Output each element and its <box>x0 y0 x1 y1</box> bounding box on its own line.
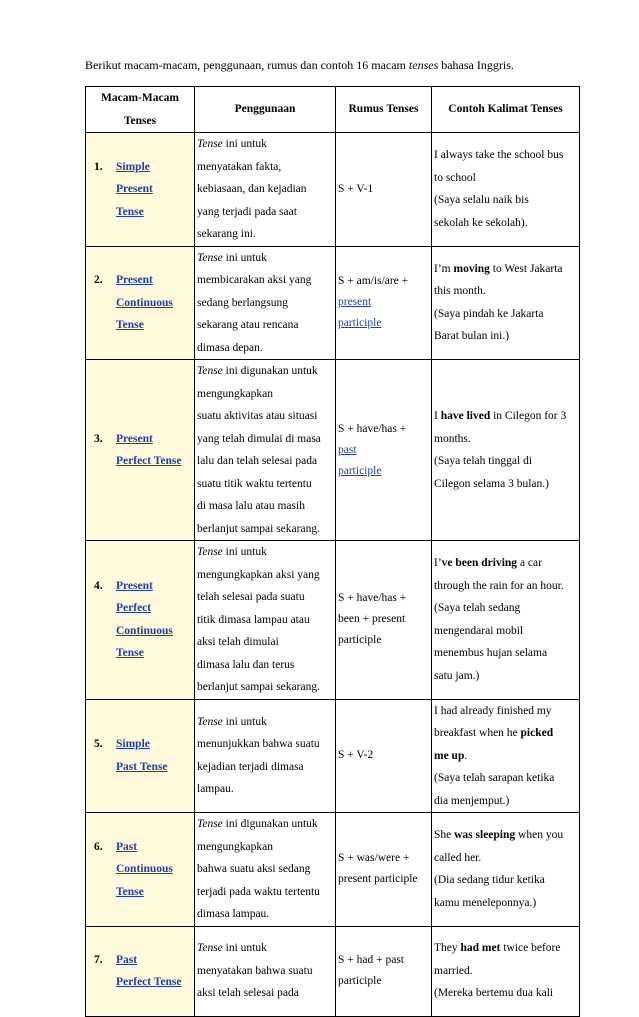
example-line: (Mereka bertemu dua kali <box>434 987 554 1000</box>
formula-cell <box>336 699 432 813</box>
formula-link[interactable]: present <box>338 296 372 309</box>
example-cell <box>432 360 580 541</box>
table-row <box>86 360 580 541</box>
example-line: (Dia sedang tidur ketika <box>434 874 545 887</box>
usage-line: lalu dan telah selesai pada <box>197 455 318 467</box>
example-cell <box>432 246 580 360</box>
usage-first: ini digunakan untuk <box>222 365 318 377</box>
usage-italic: Tense <box>197 251 223 264</box>
example-line: Barat bulan ini.) <box>434 330 510 343</box>
usage-line: bahwa suatu aksi sedang <box>197 863 311 875</box>
tenses-table <box>85 86 580 1017</box>
header-macam-line2: Tenses <box>123 114 157 127</box>
formula-link[interactable]: participle <box>338 464 382 477</box>
tense-link[interactable] <box>116 733 167 778</box>
tense-link-line: Present <box>116 183 153 195</box>
usage-line <box>197 247 333 270</box>
formula-link[interactable]: past <box>338 443 357 456</box>
example-text: to West Jakarta <box>489 262 563 275</box>
formula-line: S + V-2 <box>338 749 374 762</box>
usage-italic: Tense <box>197 715 223 728</box>
tense-link-line: Past Tense <box>116 760 168 773</box>
tense-link-line: Tense <box>116 205 144 218</box>
example-text: I’m <box>434 262 454 275</box>
example-line: I had already finished my <box>434 704 552 717</box>
header-penggunaan: Penggunaan <box>195 87 336 133</box>
usage-line <box>197 813 333 836</box>
usage-line: titik dimasa lampau atau <box>197 613 310 626</box>
usage-line: mengungkapkan aksi yang <box>197 568 320 581</box>
example-line: sekolah ke sekolah). <box>434 216 528 229</box>
usage-line: dimasa depan. <box>197 341 263 354</box>
example-cell <box>432 133 580 247</box>
tense-link[interactable] <box>116 836 173 904</box>
usage-line <box>197 711 333 734</box>
tense-link-line: Present <box>116 432 153 445</box>
usage-cell <box>195 360 336 541</box>
example-text: breakfast when he <box>434 727 521 739</box>
tense-link-line: Continuous <box>116 296 173 309</box>
tense-link-line: Present <box>116 579 153 592</box>
example-text: I <box>434 410 441 422</box>
tense-number: 2. <box>94 274 103 286</box>
formula-line: S + was/were + <box>338 852 410 865</box>
usage-line: lampau. <box>197 783 234 796</box>
formula-cell <box>336 246 432 360</box>
example-line <box>434 258 577 281</box>
tense-link-line: Continuous <box>116 863 173 875</box>
example-line <box>434 937 577 960</box>
tense-link-line: Tense <box>116 647 144 660</box>
example-bold: have lived <box>440 410 491 422</box>
intro-after: bahasa Inggris. <box>438 58 514 72</box>
tense-link-line: Perfect Tense <box>116 976 182 988</box>
formula-line: present participle <box>338 873 418 886</box>
usage-cell <box>195 246 336 360</box>
example-bold: ve been driving <box>441 557 518 570</box>
usage-italic: Tense <box>197 546 223 558</box>
tense-name-cell <box>86 813 195 927</box>
formula-cell <box>336 133 432 247</box>
usage-italic: Tense <box>197 138 223 150</box>
header-macam-line1: Macam-Macam <box>101 92 179 104</box>
usage-first: ini untuk <box>222 251 267 264</box>
formula-line: S + had + past <box>338 954 404 966</box>
usage-line: mengungkapkan <box>197 387 274 400</box>
tense-link-line: Tense <box>116 885 144 898</box>
usage-line: kebiasaan, dan kejadian <box>197 183 307 195</box>
usage-first: ini digunakan untuk <box>222 818 318 830</box>
tense-name-cell <box>86 541 195 700</box>
example-line: satu jam.) <box>434 669 480 682</box>
usage-first: ini untuk <box>222 715 267 728</box>
tense-number: 3. <box>94 432 103 445</box>
usage-line: menunjukkan bahwa suatu <box>197 738 320 751</box>
usage-line: menyatakan fakta, <box>197 160 282 173</box>
usage-line: berlanjut sampai sekarang. <box>197 522 320 535</box>
usage-line: di masa lalu atau masih <box>197 500 305 512</box>
usage-line <box>197 133 333 156</box>
example-line <box>434 722 577 745</box>
example-line <box>434 824 577 847</box>
usage-first: ini untuk <box>222 942 267 955</box>
tense-link[interactable] <box>116 156 153 224</box>
tense-name-cell <box>86 926 195 1016</box>
usage-line: menyatakan bahwa suatu <box>197 964 313 977</box>
example-line: dia menjemput.) <box>434 794 510 807</box>
formula-line: been + present <box>338 613 406 626</box>
example-bold: picked <box>520 727 554 739</box>
tense-number: 5. <box>94 738 103 751</box>
tense-link[interactable] <box>116 949 181 994</box>
tense-number: 4. <box>94 579 103 592</box>
example-line: called her. <box>434 851 482 864</box>
header-row <box>86 87 580 133</box>
tense-number: 6. <box>94 840 103 853</box>
usage-line: mengungkapkan <box>197 840 274 853</box>
example-line: married. <box>434 964 473 977</box>
usage-line: aksi telah dimulai <box>197 636 279 648</box>
formula-cell <box>336 360 432 541</box>
example-text: when you <box>515 829 564 842</box>
table-row <box>86 813 580 927</box>
table-row <box>86 926 580 1016</box>
example-line: this month. <box>434 285 486 298</box>
table-row <box>86 699 580 813</box>
example-text: in Cilegon for 3 <box>490 410 567 422</box>
tense-link-line: Past <box>116 953 138 966</box>
usage-line: sedang berlangsung <box>197 296 289 309</box>
tense-name-cell <box>86 133 195 247</box>
example-line: I always take the school bus <box>434 149 564 162</box>
example-line <box>434 745 577 768</box>
usage-line: berlanjut sampai sekarang. <box>197 681 320 693</box>
tense-link-line: Present <box>116 274 153 286</box>
formula-line: S + have/has + <box>338 592 407 605</box>
example-line: through the rain for an hour. <box>434 579 564 592</box>
tense-number: 1. <box>94 160 103 173</box>
tense-link-line: Perfect <box>116 602 152 615</box>
formula-line: S + am/is/are + <box>338 275 409 288</box>
tense-link-line: Perfect Tense <box>116 455 182 467</box>
usage-line <box>197 541 333 564</box>
example-cell <box>432 813 580 927</box>
usage-cell <box>195 541 336 700</box>
tense-name-cell <box>86 699 195 813</box>
tense-link[interactable] <box>116 575 173 665</box>
example-bold: moving <box>453 262 490 275</box>
tense-link-line: Continuous <box>116 624 173 637</box>
tense-name-cell <box>86 246 195 360</box>
usage-line: telah selesai pada suatu <box>197 591 305 603</box>
formula-line: participle <box>338 634 382 647</box>
header-macam <box>86 87 195 133</box>
example-text: They <box>434 942 461 955</box>
tense-link[interactable] <box>116 269 173 337</box>
usage-line: suatu titik waktu tertentu <box>197 477 312 490</box>
usage-line: dimasa lalu dan terus <box>197 658 295 671</box>
table-row <box>86 246 580 360</box>
usage-line: aksi telah selesai pada <box>197 987 299 1000</box>
intro-italic: tenses <box>408 58 439 72</box>
usage-italic: Tense <box>197 365 223 377</box>
usage-cell <box>195 133 336 247</box>
example-text: a car <box>517 557 542 570</box>
example-line: kamu meneleponnya.) <box>434 896 537 909</box>
tense-number: 7. <box>94 953 103 966</box>
tense-link[interactable] <box>116 428 181 473</box>
formula-link[interactable]: participle <box>338 317 382 330</box>
example-line: months. <box>434 432 471 445</box>
usage-line: sekarang atau rencana <box>197 319 299 331</box>
usage-line: dimasa lampau. <box>197 908 270 920</box>
usage-italic: Tense <box>197 942 223 955</box>
example-text: She <box>434 829 455 842</box>
usage-line: terjadi pada waktu tertentu <box>197 885 320 898</box>
example-line: Cilegon selama 3 bulan.) <box>434 477 549 490</box>
example-bold: had met <box>460 942 501 955</box>
example-line: mengendarai mobil <box>434 624 524 637</box>
example-text: I’ <box>434 557 442 570</box>
usage-italic: Tense <box>197 818 223 830</box>
example-text: . <box>464 749 468 762</box>
tense-link-line: Simple <box>116 738 150 751</box>
usage-line <box>197 937 333 960</box>
usage-first: ini untuk <box>222 546 267 558</box>
usage-line: yang terjadi pada saat <box>197 205 297 218</box>
example-line: (Saya telah sedang <box>434 602 521 615</box>
tense-link-line: Past <box>116 840 138 853</box>
intro-text <box>85 57 514 73</box>
example-line: menembus hujan selama <box>434 647 548 660</box>
example-cell <box>432 926 580 1016</box>
example-line: (Saya pindah ke Jakarta <box>434 307 544 320</box>
usage-cell <box>195 926 336 1016</box>
header-rumus: Rumus Tenses <box>336 87 432 133</box>
example-line <box>434 552 577 575</box>
example-line: (Saya telah tinggal di <box>434 455 533 467</box>
usage-line <box>197 360 333 383</box>
example-text: twice before <box>500 942 561 955</box>
example-line <box>434 405 577 428</box>
example-bold: me up <box>434 749 465 762</box>
usage-line: yang telah dimulai di masa <box>197 432 321 445</box>
example-line: to school <box>434 171 476 184</box>
formula-cell <box>336 813 432 927</box>
example-line: (Saya telah sarapan ketika <box>434 772 555 784</box>
tense-link-line: Simple <box>116 160 150 173</box>
usage-line: sekarang ini. <box>197 228 256 240</box>
table-row <box>86 133 580 247</box>
formula-line: S + V-1 <box>338 182 374 195</box>
usage-cell <box>195 699 336 813</box>
usage-first: ini untuk <box>222 138 267 150</box>
formula-line: S + have/has + <box>338 422 407 435</box>
intro-before: Berikut macam-macam, penggunaan, rumus dan contoh 16 macam <box>85 58 409 72</box>
example-bold: was sleeping <box>454 829 516 842</box>
usage-line: kejadian terjadi dimasa <box>197 760 304 773</box>
usage-line: membicarakan aksi yang <box>197 274 312 286</box>
example-line: (Saya selalu naik bis <box>434 194 529 207</box>
formula-cell <box>336 541 432 700</box>
example-cell <box>432 699 580 813</box>
header-contoh: Contoh Kalimat Tenses <box>432 87 580 133</box>
usage-line: suatu aktivitas atau situasi <box>197 410 318 422</box>
formula-line: participle <box>338 975 382 987</box>
usage-cell <box>195 813 336 927</box>
tense-link-line: Tense <box>116 319 144 331</box>
example-cell <box>432 541 580 700</box>
formula-cell <box>336 926 432 1016</box>
tense-name-cell <box>86 360 195 541</box>
table-row <box>86 541 580 700</box>
